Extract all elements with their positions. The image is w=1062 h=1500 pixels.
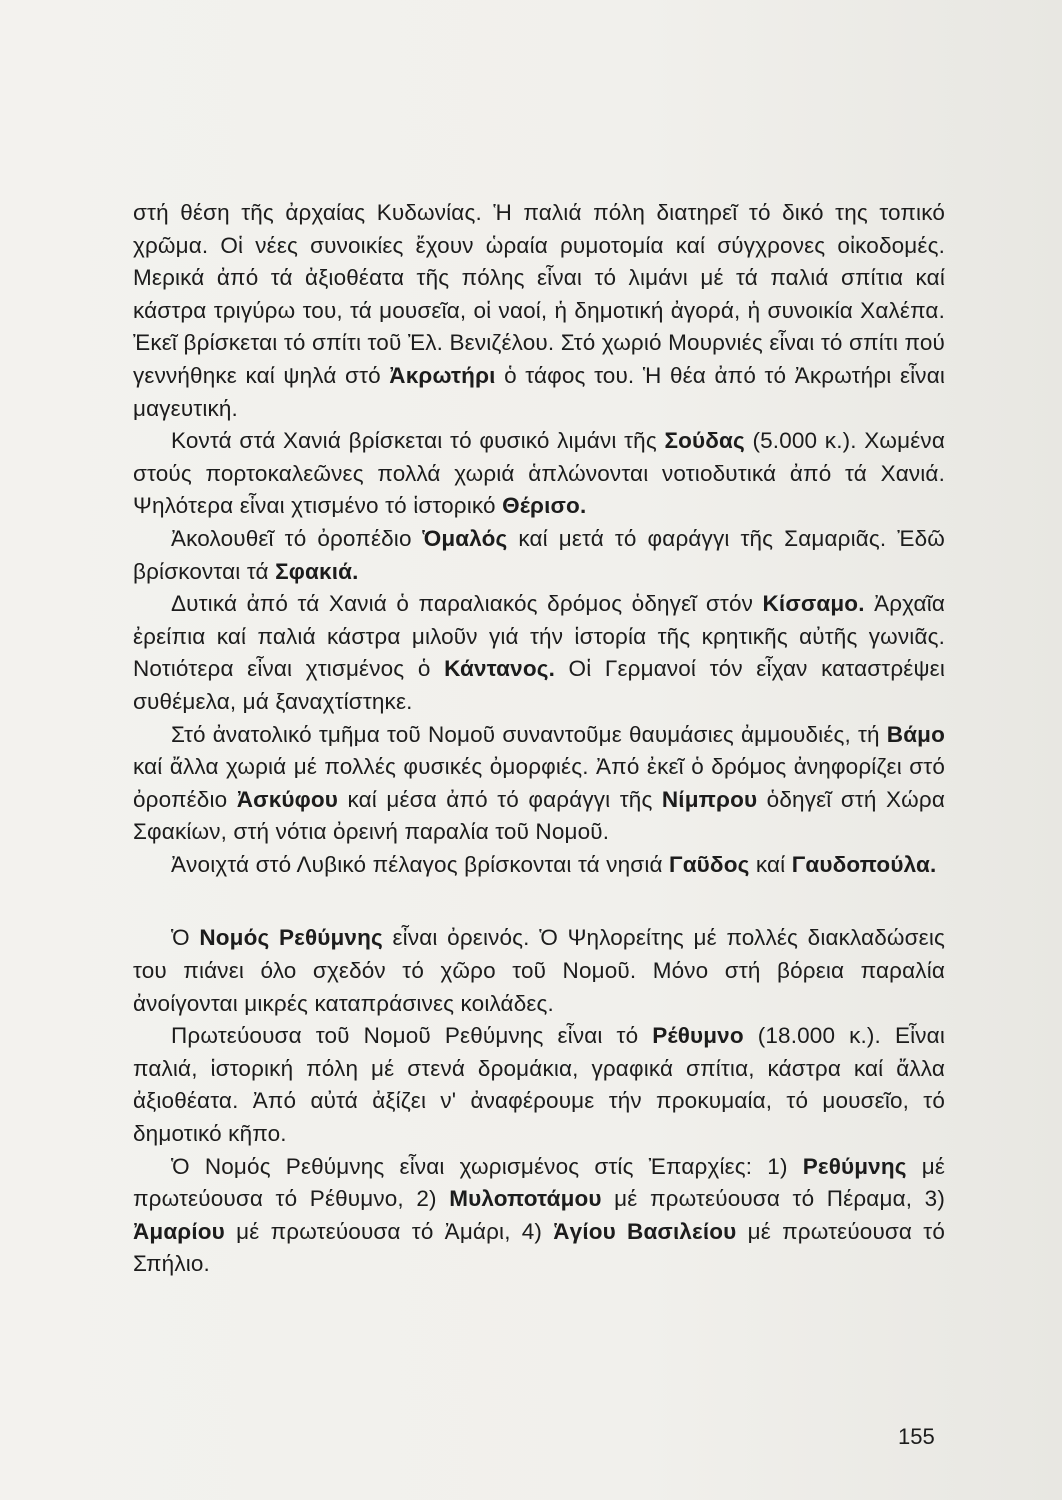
bold-place-name: Κάντανος. [444,656,555,682]
text-run: Ὁ [171,925,200,951]
bold-place-name: Ρεθύμνης [802,1153,907,1179]
bold-place-name: Ρέθυμνο [652,1023,744,1049]
paragraph [133,425,945,523]
bold-place-name: Κίσσαμο. [762,591,865,617]
text-run: Κοντά στά Χανιά βρίσκεται τό φυσικό λιμάνι τῆς [171,428,665,454]
paragraph [133,849,945,882]
text-run: μέ πρωτεύουσα τό Ρέθυμνο, 2) [133,1153,945,1212]
text-run: μέ πρωτεύουσα τό Ἀμάρι, 4) [224,1218,554,1244]
paragraph [133,719,945,849]
bold-place-name: Ὁμαλός [422,525,508,551]
paragraph [133,523,945,588]
bold-place-name: Νομός Ρεθύμνης [199,925,383,951]
text-run: Πρωτεύουσα τοῦ Νομοῦ Ρεθύμνης εἶναι τό [171,1023,653,1049]
bold-place-name: Ἀκρωτήρι [389,362,496,388]
text-run: Οἱ Γερμανοί τόν εἶχαν καταστρέψει συθέμελα, μά ξαναχτίστηκε. [133,656,945,714]
text-run: ὁδηγεῖ στή Χώρα Σφακίων, στή νότια ὀρεινή παραλία τοῦ Νομοῦ. [133,786,946,845]
text-run: Ἀκολουθεῖ τό ὀροπέδιο [171,525,423,551]
text-run: Ὁ Νομός Ρεθύμνης εἶναι χωρισμένος στίς Ἐπαρχίες: 1) [171,1153,803,1179]
paragraph [133,1151,945,1281]
paragraph [133,922,945,1020]
bold-place-name: Γαῦδος [669,851,750,877]
section-gap [133,881,945,922]
bold-place-name: Θέρισο. [502,493,587,519]
text-run: Ἀνοιχτά στό Λυβικό πέλαγος βρίσκονται τά νησιά [171,851,670,877]
text-run: (5.000 κ.). Χωμένα στούς πορτοκαλεῶνες πολλά χωριά ἁπλώνονται νοτιοδυτικά ἀπό τά Χανιά. Ψηλότερα εἶναι χτισμένο τό ἱστορικό [133,428,945,519]
text-run: μέ πρωτεύουσα τό Πέραμα, 3) [601,1186,945,1212]
text-run: Στό ἀνατολικό τμῆμα τοῦ Νομοῦ συναντοῦμε θαυμάσιες ἀμμουδιές, τή [171,721,887,747]
bold-place-name: Ἀμαρίου [133,1218,225,1244]
bold-place-name: Γαυδοπούλα. [791,851,937,877]
paragraph [133,197,945,425]
text-run: στή θέση τῆς ἀρχαίας Κυδωνίας. Ἡ παλιά πόλη διατηρεῖ τό δικό της τοπικό χρῶμα. Οἱ νέες συνοικίες ἔχουν ὡραία ρυμοτομία καί σύγχρονες οἰκοδομές. Μερικά ἀπό τά ἀξιοθέατα τῆς πόλης εἶναι τό λιμάνι μέ τά παλιά σπίτια καί κάστρα τριγύρω του, τά μουσεῖα, οἱ ναοί, ἡ δημοτική ἀγορά, ἡ συνοικία Χαλέπα. Ἐκεῖ βρίσκεται τό σπίτι τοῦ Ἐλ. Βενιζέλου. Στό χωριό Μουρνιές εἶναι τό σπίτι πού γεννήθηκε καί ψηλά στό [133,200,945,388]
text-run: Ἀρχαῖα ἐρείπια καί παλιά κάστρα μιλοῦν γιά τήν ἱστορία τῆς κρητικῆς αὐτῆς γωνιᾶς. Νοτιότερα εἶναι χτισμένος ὁ [133,591,945,682]
text-run: ὁ τάφος του. Ἡ θέα ἀπό τό Ἀκρωτήρι εἶναι μαγευτική. [133,362,945,421]
body-text [133,197,945,1281]
text-run: εἶναι ὀρεινός. Ὁ Ψηλορείτης μέ πολλές διακλαδώσεις του πιάνει όλο σχεδόν τό χῶρο τοῦ Νομοῦ. Μόνο στή βόρεια παραλία ἀνοίγονται μικρές καταπράσινες κοιλάδες. [133,925,945,1016]
text-run: καί [749,851,792,877]
bold-place-name: Σούδας [664,428,745,454]
bold-place-name: Νίμπρου [661,786,758,812]
text-run: καί ἄλλα χωριά μέ πολλές φυσικές ὀμορφιές. Ἀπό ἐκεῖ ὁ δρόμος ἀνηφορίζει στό ὀροπέδιο [133,754,945,812]
paragraph [133,588,945,718]
text-run: μέ πρωτεύουσα τό Σπήλιο. [133,1218,945,1277]
bold-place-name: Ἁγίου Βασιλείου [553,1218,737,1244]
bold-place-name: Σφακιά. [275,558,359,584]
text-run: καί μετά τό φαράγγι τῆς Σαμαριᾶς. Ἐδῶ βρίσκονται τά [133,525,945,584]
bold-place-name: Βάμο [886,721,945,747]
text-run: Δυτικά ἀπό τά Χανιά ὁ παραλιακός δρόμος ὁδηγεῖ στόν [171,591,763,617]
text-run: (18.000 κ.). Εἶναι παλιά, ἱστορική πόλη μέ στενά δρομάκια, γραφικά σπίτια, κάστρα καί ἄλλα ἀξιοθέατα. Ἀπό αὐτά ἀξίζει ν' ἀναφέρουμε τήν προκυμαία, τό μουσεῖο, τό δημοτικό κῆπο. [133,1023,945,1147]
text-run: καί μέσα ἀπό τό φαράγγι τῆς [338,786,662,812]
page-number: 155 [898,1424,935,1449]
bold-place-name: Ἀσκύφου [236,786,339,812]
paragraph [133,1020,945,1150]
bold-place-name: Μυλοποτάμου [449,1186,602,1212]
